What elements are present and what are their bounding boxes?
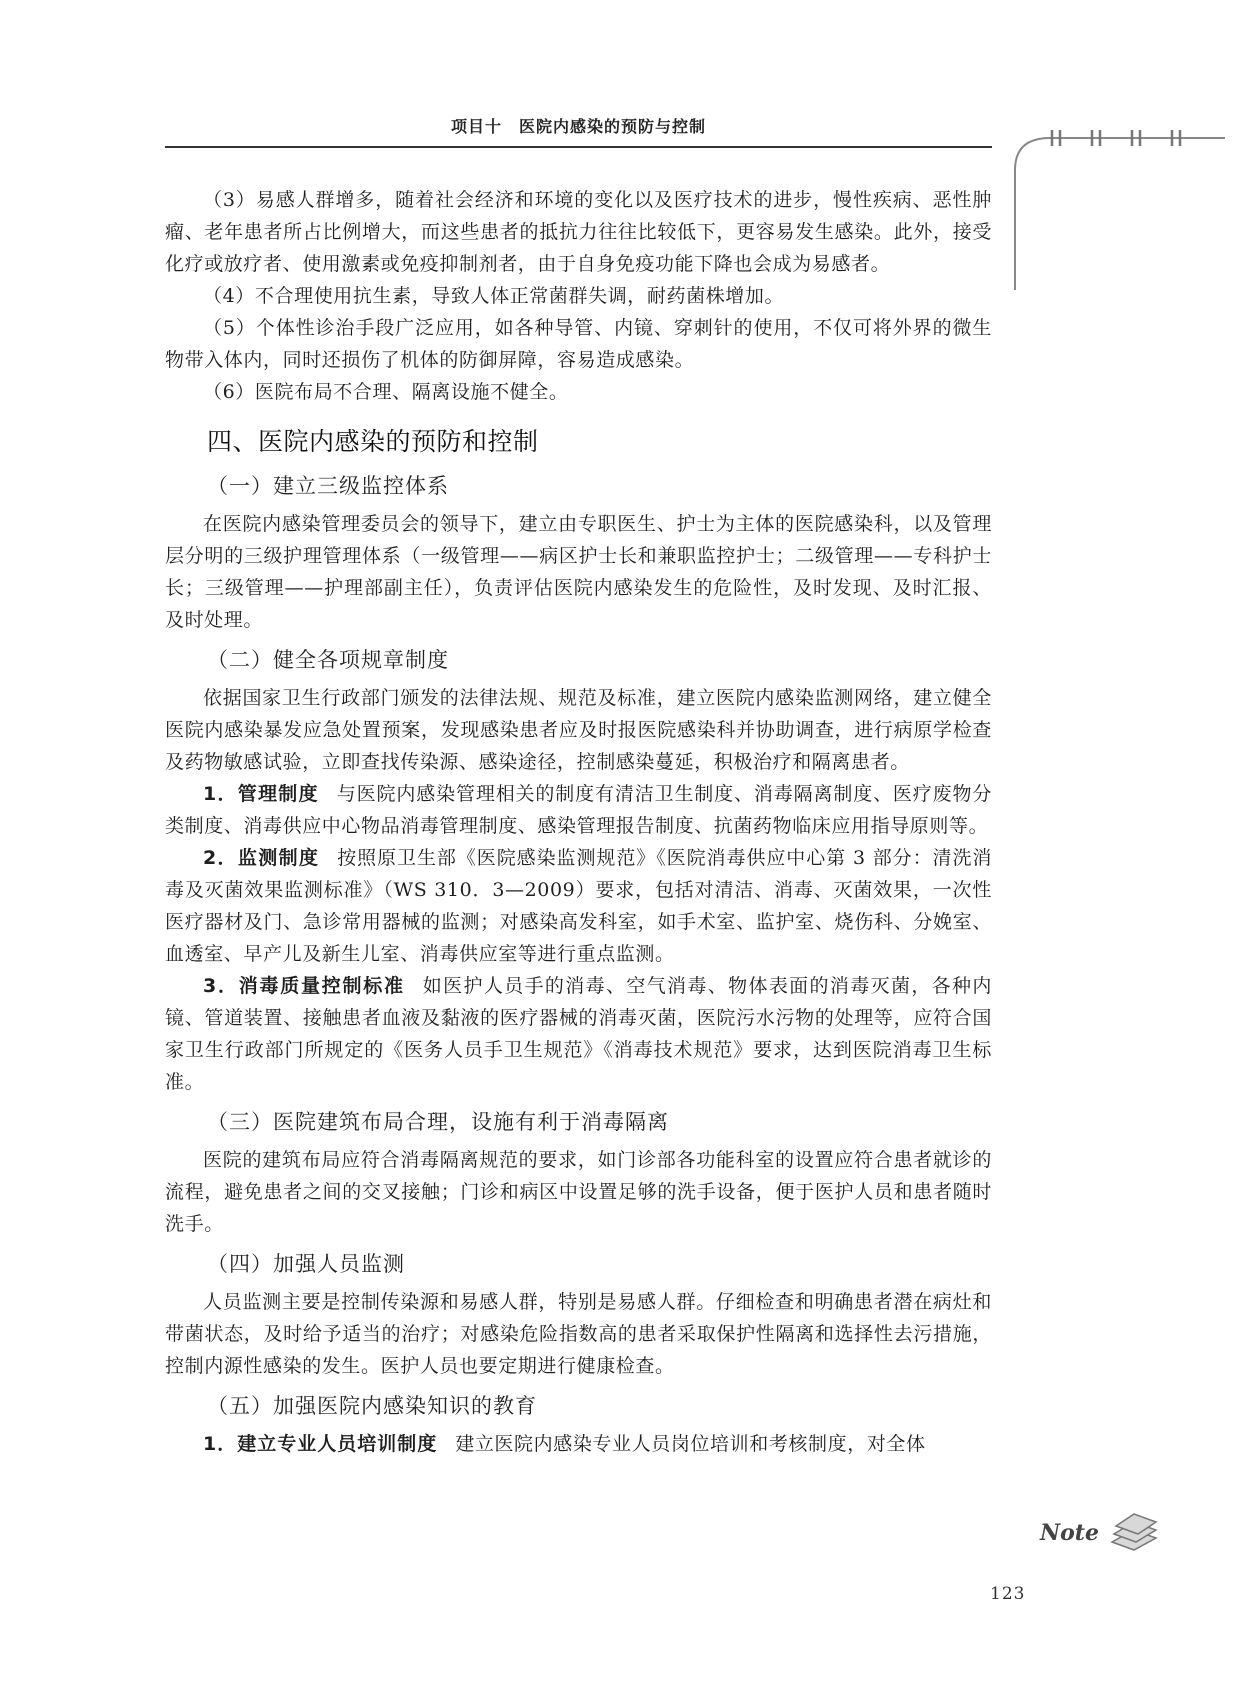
body-paragraph: 医院的建筑布局应符合消毒隔离规范的要求，如门诊部各功能科室的设置应符合患者就诊的流程，避免患者之间的交叉接触；门诊和病区中设置足够的洗手设备，便于医护人员和患者随时洗手。 — [165, 1149, 992, 1235]
page-number: 123 — [990, 1584, 1026, 1604]
body-paragraph — [165, 970, 992, 1098]
paragraph-text: 建立医院内感染专业人员岗位培训和考核制度，对全体 — [455, 1433, 926, 1455]
subsection-heading: （三）医院建筑布局合理，设施有利于消毒隔离 — [207, 1110, 669, 1134]
paragraph-lead: 1．建立专业人员培训制度 — [203, 1433, 438, 1455]
paragraph-lead: 2．监测制度 — [203, 847, 320, 869]
body-paragraph: 在医院内感染管理委员会的领导下，建立由专职医生、护士为主体的医院感染科，以及管理层分明的三级护理管理体系（一级管理——病区护士长和兼职监控护士；二级管理——专科护士长；三级管理——护理部副主任），负责评估医院内感染发生的危险性，及时发现、及时汇报、及时处理。 — [165, 513, 992, 631]
subsection-heading: （一）建立三级监控体系 — [207, 474, 449, 498]
paragraph-lead: 1．管理制度 — [203, 783, 319, 805]
body-paragraph — [165, 778, 992, 842]
body-paragraph: 依据国家卫生行政部门颁发的法律法规、规范及标准，建立医院内感染监测网络，建立健全医院内感染暴发应急处置预案，发现感染患者应及时报医院感染科并协助调查，进行病原学检查及药物敏感试验，立即查找传染源、感染途径，控制感染蔓延，积极治疗和隔离患者。 — [165, 687, 992, 773]
body-paragraph: （5）个体性诊治手段广泛应用，如各种导管、内镜、穿刺针的使用，不仅可将外界的微生物带入体内，同时还损伤了机体的防御屏障，容易造成感染。 — [165, 317, 992, 371]
paragraph-text: 如医护人员手的消毒、空气消毒、物体表面的消毒灭菌，各种内镜、管道装置、接触患者血液及黏液的医疗器械的消毒灭菌，医院污水污物的处理等，应符合国家卫生行政部门所规定的《医务人员手卫生规范》《消毒技术规范》要求，达到医院消毒卫生标准。 — [165, 975, 992, 1093]
note-label: Note — [1040, 1520, 1099, 1546]
body-paragraph: （6）医院布局不合理、隔离设施不健全。 — [203, 381, 569, 403]
note-mark — [1040, 1508, 1160, 1568]
paragraph-text: 与医院内感染管理相关的制度有清洁卫生制度、消毒隔离制度、医疗废物分类制度、消毒供应中心物品消毒管理制度、感染管理报告制度、抗菌药物临床应用指导原则等。 — [165, 783, 992, 837]
body-paragraph: （4）不合理使用抗生素，导致人体正常菌群失调，耐药菌株增加。 — [203, 285, 785, 307]
page-body — [165, 184, 992, 1460]
margin-decoration-icon — [1010, 130, 1230, 290]
subsection-heading: （四）加强人员监测 — [207, 1252, 405, 1276]
body-paragraph — [165, 1428, 992, 1460]
paragraph-text: 按照原卫生部《医院感染监测规范》《医院消毒供应中心第 3 部分：清洗消毒及灭菌效果监测标准》（WS 310．3—2009）要求，包括对清洁、消毒、灭菌效果，一次性医疗器材及门、急诊常用器械的监测；对感染高发科室，如手术室、监护室、烧伤科、分娩室、血透室、早产儿及新生儿室、消毒供应室等进行重点监测。 — [165, 847, 992, 965]
header-rule — [165, 146, 992, 148]
subsection-heading: （五）加强医院内感染知识的教育 — [207, 1394, 537, 1418]
paragraph-lead: 3．消毒质量控制标准 — [203, 975, 405, 997]
body-paragraph: （3）易感人群增多，随着社会经济和环境的变化以及医疗技术的进步，慢性疾病、恶性肿瘤、老年患者所占比例增大，而这些患者的抵抗力往往比较低下，更容易发生感染。此外，接受化疗或放疗者、使用激素或免疫抑制剂者，由于自身免疫功能下降也会成为易感者。 — [165, 189, 992, 275]
notebook-icon — [1104, 1508, 1160, 1558]
section-heading: 四、医院内感染的预防和控制 — [207, 427, 539, 456]
running-header: 项目十 医院内感染的预防与控制 — [450, 117, 706, 136]
body-paragraph — [165, 842, 992, 970]
subsection-heading: （二）健全各项规章制度 — [207, 648, 449, 672]
body-paragraph: 人员监测主要是控制传染源和易感人群，特别是易感人群。仔细检查和明确患者潜在病灶和带菌状态，及时给予适当的治疗；对感染危险指数高的患者采取保护性隔离和选择性去污措施，控制内源性感染的发生。医护人员也要定期进行健康检查。 — [165, 1291, 992, 1377]
